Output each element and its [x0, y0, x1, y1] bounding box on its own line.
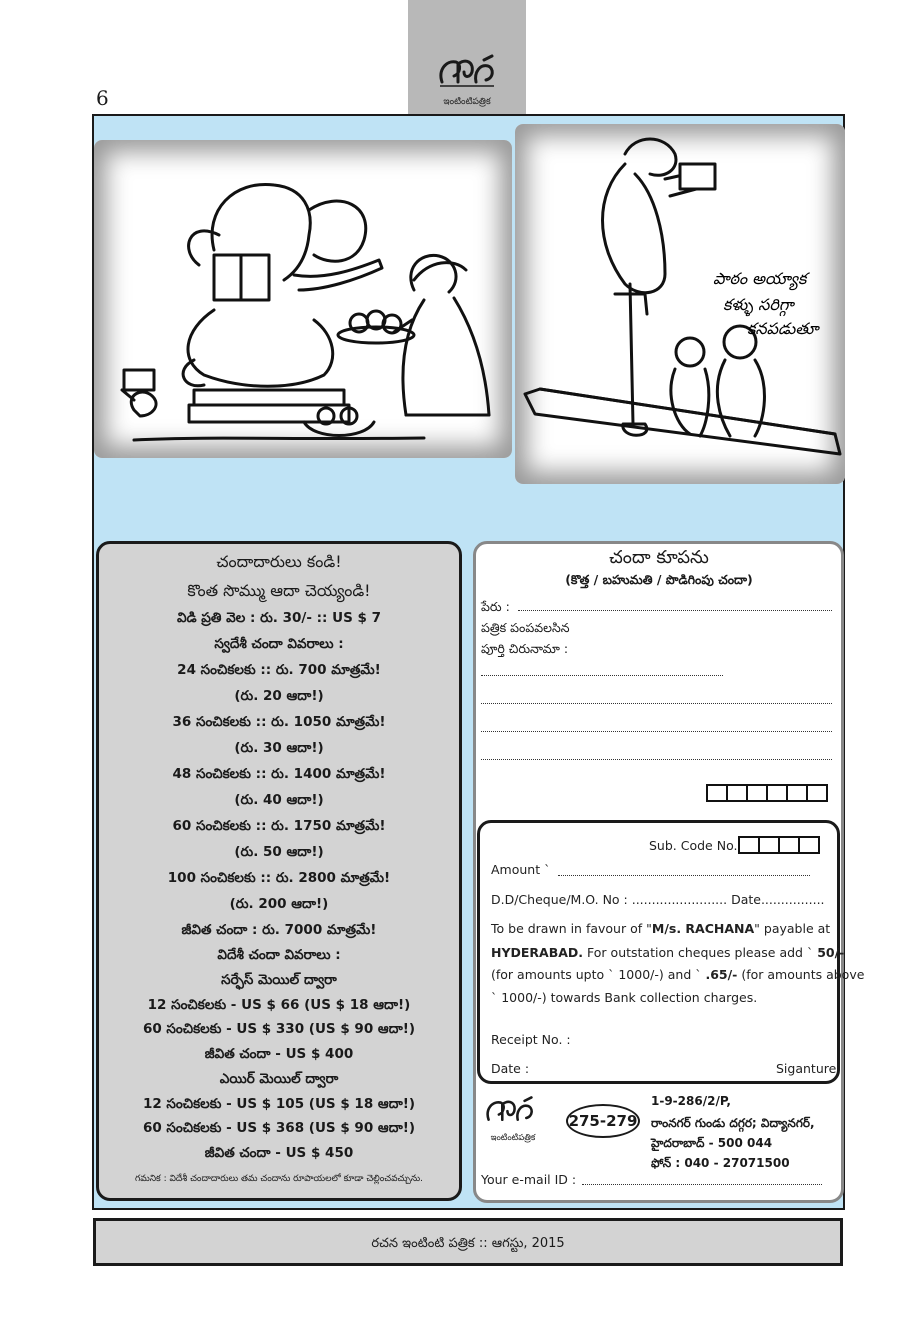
subs-line: (రు. 200 ఆదా!)	[229, 896, 329, 912]
address-line-3: హైదరాబాద్ - 500 044	[651, 1136, 773, 1150]
subs-line: 36 సంచికలకు :: రు. 1050 మాత్రమే!	[172, 714, 386, 730]
ganesha-cartoon-illustration	[94, 140, 512, 458]
address-field-line3[interactable]	[481, 731, 832, 732]
subs-foreign-heading: విదేశీ చందా వివరాలు :	[217, 947, 341, 963]
rachana-logo-small-icon	[480, 1094, 540, 1130]
footer-bar	[93, 1218, 843, 1266]
cartoon-ganesha-reading	[94, 140, 512, 458]
cartoon-caption-line1: పాఠం అయ్యాక	[713, 269, 807, 288]
issue-code-badge: 275-279	[566, 1104, 640, 1138]
address-field-line2[interactable]	[481, 703, 832, 704]
subs-line: 60 సంచికలకు :: రు. 1750 మాత్రమే!	[172, 818, 386, 834]
address-field-line4[interactable]	[481, 759, 832, 760]
receipt-no-label: Receipt No. :	[491, 1032, 571, 1047]
send-to-label: పత్రిక పంపవలసిన	[481, 620, 570, 635]
address-label: పూర్తి చిరునామా :	[481, 641, 569, 656]
subs-line: 12 సంచికలకు - US $ 105 (US $ 18 ఆదా!)	[142, 1096, 416, 1112]
subs-line: (రు. 50 ఆదా!)	[234, 844, 324, 860]
sub-code-boxes[interactable]	[738, 836, 820, 854]
subs-heading-1: చందాదారులు కండి!	[216, 552, 342, 571]
amount-field[interactable]	[558, 875, 810, 876]
subs-line: (రు. 40 ఆదా!)	[234, 792, 324, 808]
cartoon-caption-line2: కళ్ళు సరిగ్గా	[723, 295, 794, 314]
date-label: Date :	[491, 1061, 530, 1076]
name-label: పేరు :	[481, 599, 510, 614]
address-line-2: రాంనగర్ గుండు దగ్గర; విద్యానగర్,	[651, 1116, 815, 1130]
cartoon-stilt-reader	[515, 124, 845, 484]
subs-line: 100 సంచికలకు :: రు. 2800 మాత్రమే!	[167, 870, 391, 886]
email-field[interactable]	[582, 1184, 822, 1185]
coupon-subtitle: (కొత్త / బహుమతి / పొడిగింపు చందా)	[565, 572, 753, 587]
pincode-boxes[interactable]	[706, 784, 828, 802]
subscription-info-panel	[96, 541, 462, 1201]
instruction-line-4: ` 1000/-) towards Bank collection charges.	[491, 990, 758, 1005]
masthead-logo-tab	[408, 0, 526, 114]
instruction-line-1: To be drawn in favour of "M/s. RACHANA" payable at	[491, 921, 831, 936]
instruction-line-2: HYDERABAD. For outstation cheques please add ` 50/-	[491, 945, 845, 960]
subs-line: 12 సంచికలకు - US $ 66 (US $ 18 ఆదా!)	[147, 997, 411, 1013]
subs-line: జీవిత చందా - US $ 450	[204, 1145, 354, 1161]
signature-label: Siganture	[776, 1061, 837, 1076]
subs-line: జీవిత చందా - US $ 400	[204, 1046, 354, 1062]
logo-small-subtitle: ఇంటింటిపత్రిక	[490, 1133, 536, 1143]
cartoon-caption-line3: కనపడుతూ	[747, 319, 819, 338]
subs-line: (రు. 30 ఆదా!)	[234, 740, 324, 756]
subs-heading-2: కొంత సొమ్ము ఆదా చెయ్యండి!	[187, 581, 371, 600]
page-number: 6	[96, 86, 109, 110]
subs-note: గమనిక : విదేశీ చందాదారులు తమ చందాను రూపాయలలో కూడా చెల్లించవచ్చును.	[134, 1174, 424, 1184]
subs-domestic-heading: స్వదేశీ చందా వివరాలు :	[214, 636, 344, 652]
name-field[interactable]	[518, 610, 832, 611]
stilt-cartoon-illustration	[515, 124, 845, 484]
subs-line: 24 సంచికలకు :: రు. 700 మాత్రమే!	[177, 662, 381, 678]
subs-line: జీవిత చందా : రు. 7000 మాత్రమే!	[181, 922, 377, 938]
instruction-line-3: (for amounts upto ` 1000/-) and ` .65/- (for amounts above	[491, 967, 865, 982]
subs-line: (రు. 20 ఆదా!)	[234, 688, 324, 704]
subs-air-mail-heading: ఎయిర్ మెయిల్ ద్వారా	[219, 1071, 339, 1087]
coupon-title: చందా కూపను	[609, 547, 709, 568]
subs-single-copy-price: విడి ప్రతి వెల : రు. 30/- :: US $ 7	[176, 610, 381, 626]
amount-label: Amount `	[491, 862, 551, 877]
subs-line: 60 సంచికలకు - US $ 368 (US $ 90 ఆదా!)	[142, 1120, 416, 1136]
logo-subtitle: ఇంటింటిపత్రిక	[443, 97, 491, 107]
address-field-line1[interactable]	[481, 675, 723, 676]
address-line-1: 1-9-286/2/P,	[651, 1094, 731, 1108]
subs-line: 48 సంచికలకు :: రు. 1400 మాత్రమే!	[172, 766, 386, 782]
dd-cheque-line: D.D/Cheque/M.O. No : ........................ Date................	[491, 892, 825, 907]
sub-code-label: Sub. Code No.	[649, 838, 738, 853]
rachana-logo-icon	[436, 52, 498, 94]
footer-publication-line: రచన ఇంటింటి పత్రిక :: ఆగస్టు, 2015	[371, 1236, 565, 1251]
address-phone: ఫోన్ : 040 - 27071500	[651, 1156, 790, 1170]
subs-line: 60 సంచికలకు - US $ 330 (US $ 90 ఆదా!)	[142, 1021, 416, 1037]
subs-surface-mail-heading: సర్ఫేస్ మెయిల్ ద్వారా	[221, 972, 337, 988]
email-label: Your e-mail ID :	[481, 1172, 577, 1187]
